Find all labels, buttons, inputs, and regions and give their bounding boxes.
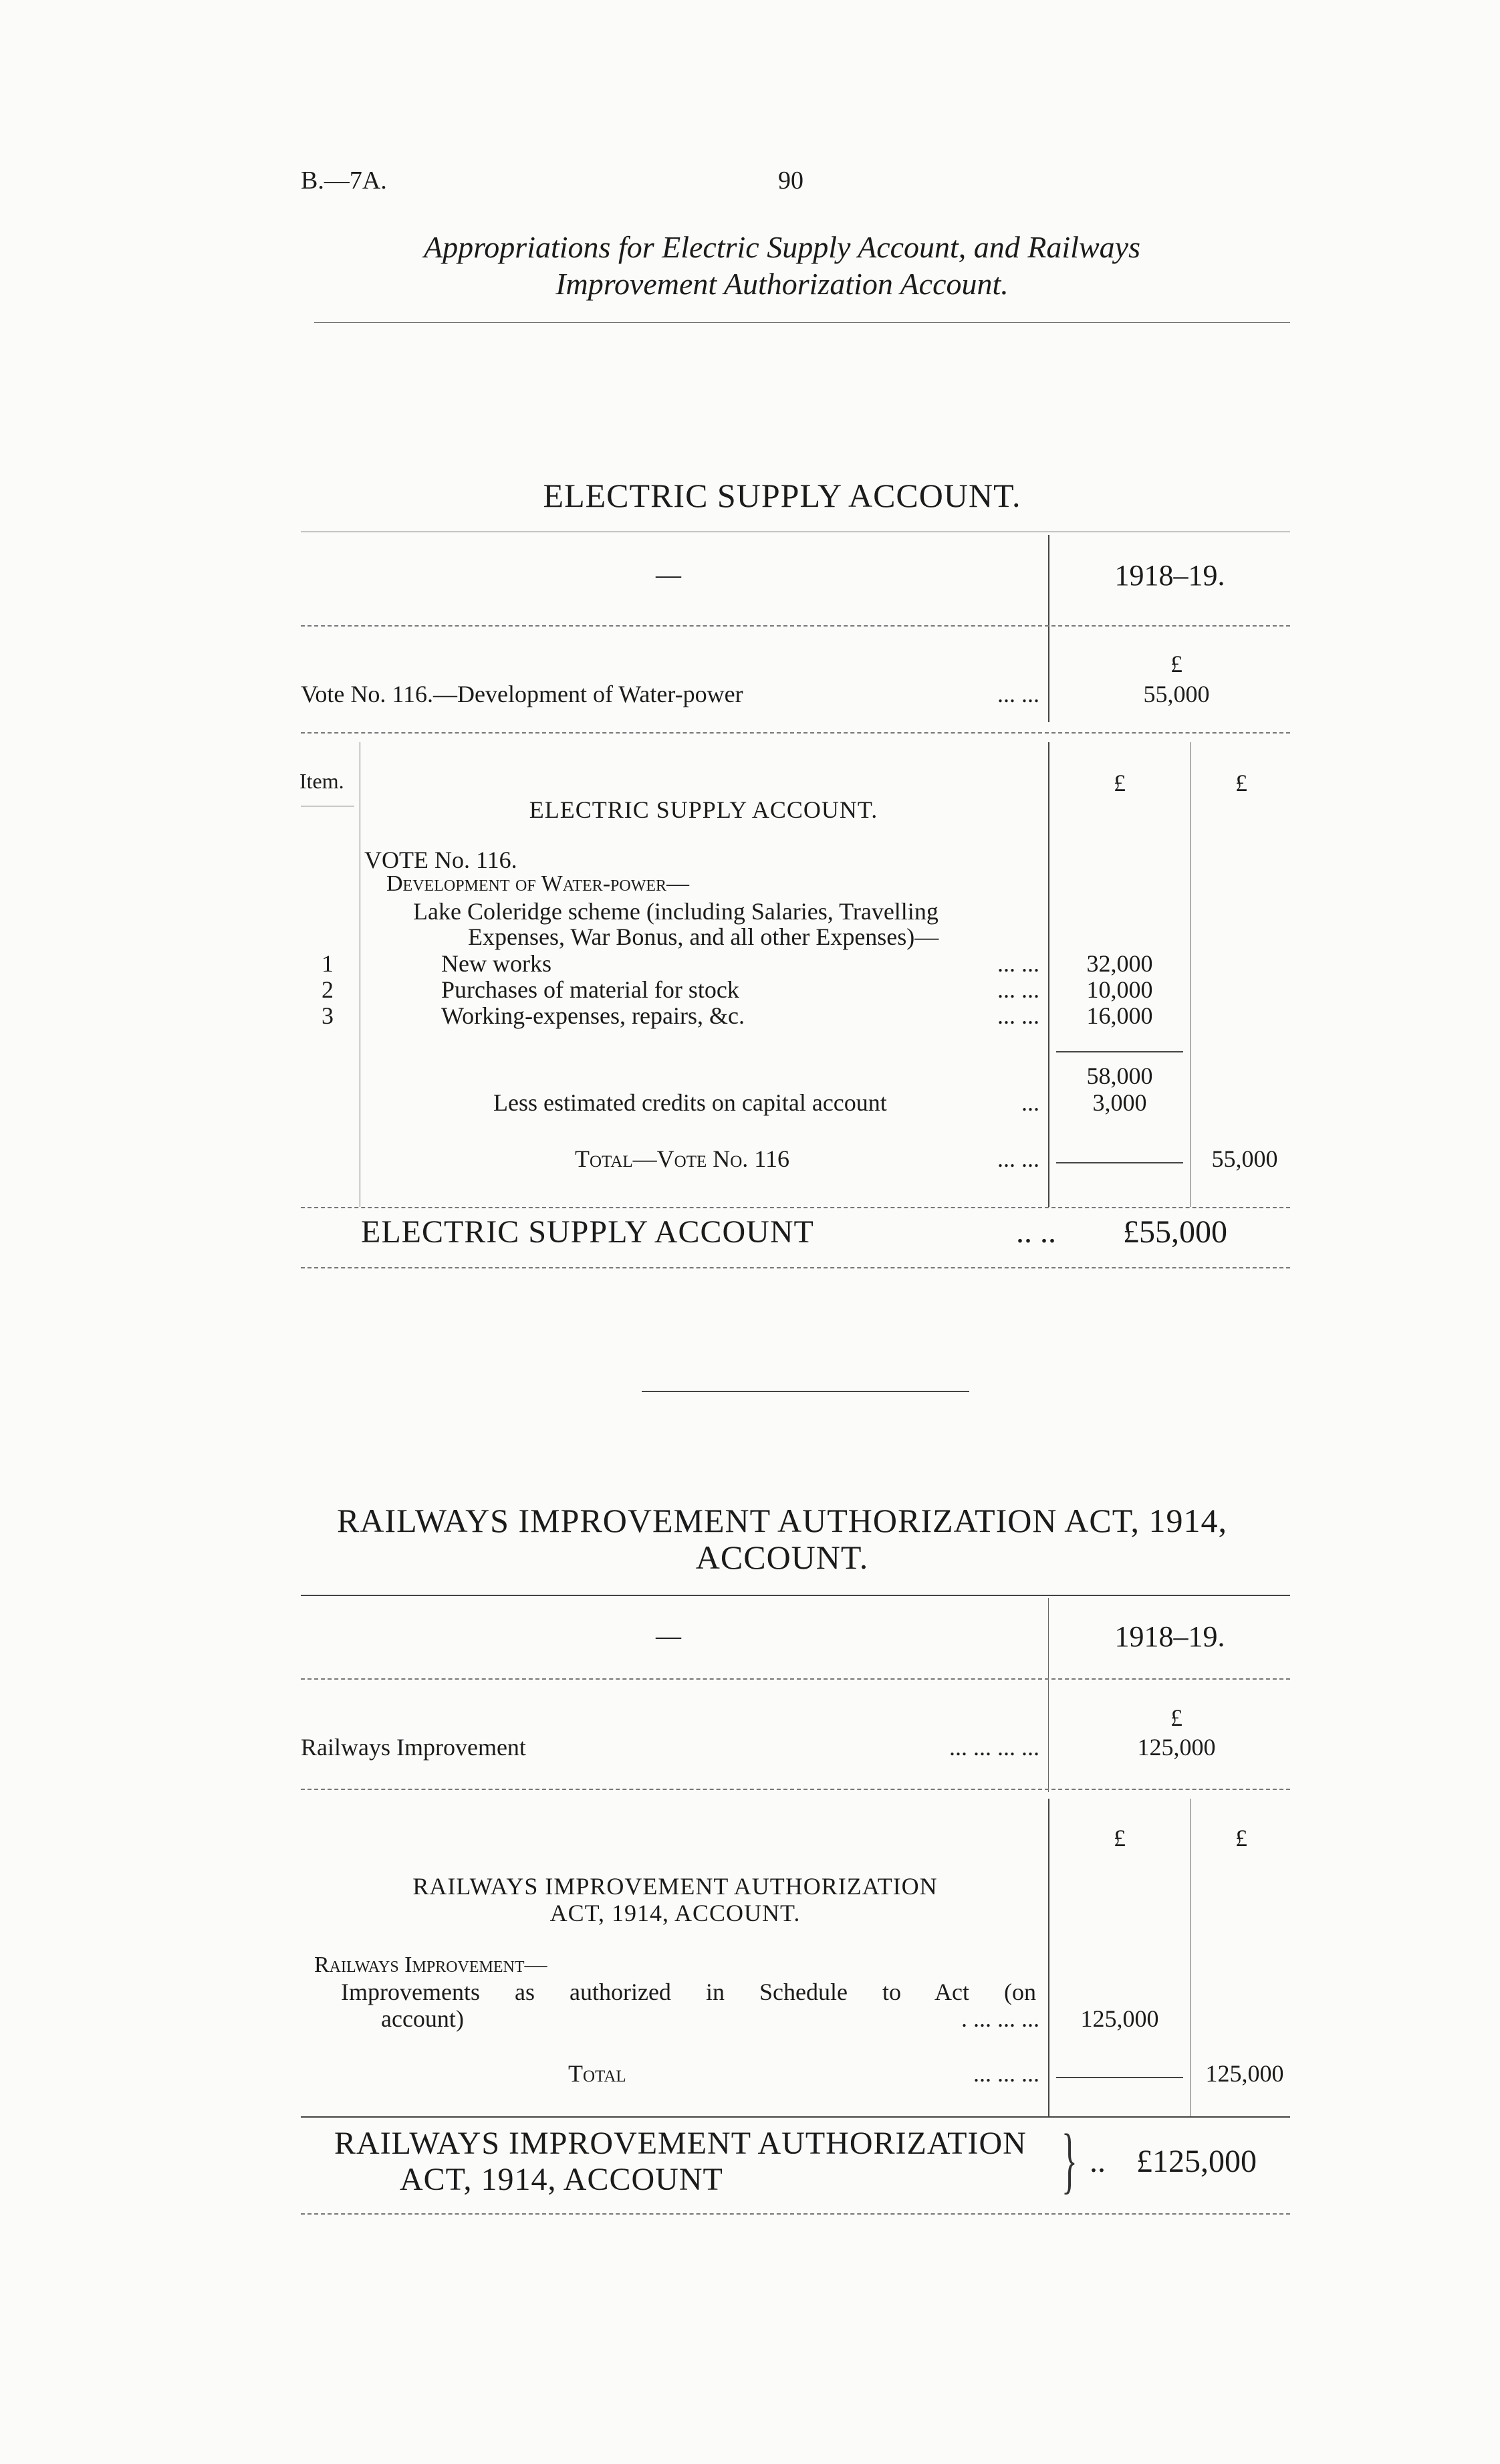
electric-summary-column-rule [1048, 535, 1049, 722]
electric-summary-blank-column: — [656, 561, 681, 589]
railways-footer-amount: £125,000 [1136, 2144, 1257, 2179]
electric-summary-pound-sign: £ [1170, 651, 1182, 677]
railways-detail-pound-1: £ [1114, 1825, 1126, 1852]
railways-improvements-line-2: account) [381, 2005, 464, 2032]
electric-footer-dots: .. .. [1016, 1214, 1056, 1250]
electric-row-3-dots: ... ... [997, 1002, 1039, 1029]
page-number: 90 [778, 166, 803, 195]
railways-detail-subheading-2: ACT, 1914, ACCOUNT. [549, 1900, 801, 1926]
railways-footer-label-line-2: ACT, 1914, ACCOUNT [400, 2162, 723, 2197]
railways-summary-year: 1918–19. [1114, 1620, 1225, 1653]
railways-total-column-rule [1190, 1799, 1191, 2116]
railways-total-label: Total [568, 2060, 626, 2087]
electric-footer-rule [301, 1267, 1290, 1268]
electric-detail-pound-2: £ [1235, 770, 1247, 796]
electric-detail-bottom-rule [301, 1207, 1290, 1208]
railways-footer-rule [301, 2213, 1290, 2215]
page-reference: B.—7A. [301, 166, 387, 195]
railways-total-amount: 125,000 [1205, 2060, 1284, 2087]
railways-detail-pound-2: £ [1235, 1825, 1247, 1852]
electric-total-label: Total—Vote No. 116 [575, 1145, 789, 1172]
electric-footer-label: ELECTRIC SUPPLY ACCOUNT [361, 1214, 814, 1250]
electric-scheme-line-1: Lake Coleridge scheme (including Salaries, Travelling [413, 898, 939, 925]
electric-summary-header-rule [301, 625, 1290, 627]
railways-footer-brace: } [1061, 2119, 1078, 2201]
electric-credits-amount: 3,000 [1092, 1089, 1147, 1116]
title-rule [314, 322, 1290, 323]
railways-heading-line-2: ACCOUNT. [695, 1539, 869, 1576]
electric-credits-dots: ... [1021, 1089, 1039, 1116]
railways-improvements-dots: . ... ... ... [961, 2005, 1039, 2032]
railways-summary-label: Railways Improvement [301, 1734, 526, 1761]
railways-total-dash [1056, 2077, 1183, 2078]
electric-row-3-label: Working-expenses, repairs, &c. [441, 1002, 745, 1029]
electric-section-heading: ELECTRIC SUPPLY ACCOUNT. [543, 477, 1021, 514]
electric-credits-label: Less estimated credits on capital account [493, 1089, 887, 1116]
electric-row-2-item: 2 [322, 976, 334, 1003]
railways-summary-bottom-rule [301, 1789, 1290, 1790]
page-title-line-1: Appropriations for Electric Supply Account, and Railways [424, 230, 1140, 264]
electric-detail-pound-1: £ [1114, 770, 1126, 796]
electric-row-1-dots: ... ... [997, 950, 1039, 977]
electric-summary-vote-dots: ... ... [997, 681, 1039, 707]
electric-total-column-rule [1190, 742, 1191, 1207]
railways-summary-amount: 125,000 [1137, 1734, 1216, 1761]
railways-total-dots: ... ... ... [973, 2060, 1039, 2087]
railways-group-label: Railways Improvement— [314, 1952, 547, 1977]
railways-summary-header-rule [301, 1678, 1290, 1680]
electric-total-dash [1056, 1162, 1183, 1163]
electric-development-heading: Development of Water-power— [386, 871, 690, 896]
railways-detail-bottom-rule [301, 2116, 1290, 2118]
electric-total-dots: ... ... [997, 1145, 1039, 1172]
electric-row-3-item: 3 [322, 1002, 334, 1029]
electric-summary-bottom-rule [301, 732, 1290, 734]
railways-improvements-amount: 125,000 [1080, 2005, 1159, 2032]
railways-summary-dots: ... ... ... ... [949, 1734, 1039, 1761]
electric-row-1-item: 1 [322, 950, 334, 977]
railways-summary-top-rule [301, 1595, 1290, 1596]
electric-summary-vote-amount: 55,000 [1143, 681, 1210, 707]
railways-detail-subheading-1: RAILWAYS IMPROVEMENT AUTHORIZATION [412, 1873, 938, 1900]
electric-row-3-amount: 16,000 [1086, 1002, 1153, 1029]
railways-summary-blank-column: — [656, 1622, 681, 1650]
electric-subtotal-rule [1056, 1051, 1183, 1052]
railways-heading-line-1: RAILWAYS IMPROVEMENT AUTHORIZATION ACT, 1914, [336, 1502, 1228, 1539]
section-separator [642, 1391, 969, 1392]
electric-detail-subheading: ELECTRIC SUPPLY ACCOUNT. [529, 796, 878, 823]
railways-footer-label-line-1: RAILWAYS IMPROVEMENT AUTHORIZATION [334, 2126, 1027, 2161]
railways-summary-column-rule [1048, 1598, 1049, 1792]
electric-scheme-line-2: Expenses, War Bonus, and all other Expenses)— [468, 923, 939, 950]
electric-row-1-amount: 32,000 [1086, 950, 1153, 977]
electric-row-2-amount: 10,000 [1086, 976, 1153, 1003]
electric-row-2-dots: ... ... [997, 976, 1039, 1003]
electric-vote-line: VOTE No. 116. [364, 847, 517, 873]
railways-summary-pound-sign: £ [1170, 1704, 1182, 1731]
electric-row-2-label: Purchases of material for stock [441, 976, 739, 1003]
electric-summary-year: 1918–19. [1114, 559, 1225, 592]
electric-summary-vote-label: Vote No. 116.—Development of Water-power [301, 681, 743, 707]
electric-footer-amount: £55,000 [1123, 1214, 1227, 1250]
electric-row-1-label: New works [441, 950, 551, 977]
page-title-line-2: Improvement Authorization Account. [555, 267, 1009, 301]
railways-improvements-line-1: Improvements as authorized in Schedule to Act (on [341, 1979, 1036, 2005]
electric-total-amount: 55,000 [1211, 1145, 1278, 1172]
railways-footer-dots: .. [1090, 2144, 1106, 2179]
electric-item-header: Item. [299, 769, 344, 793]
electric-subtotal: 58,000 [1086, 1062, 1153, 1089]
